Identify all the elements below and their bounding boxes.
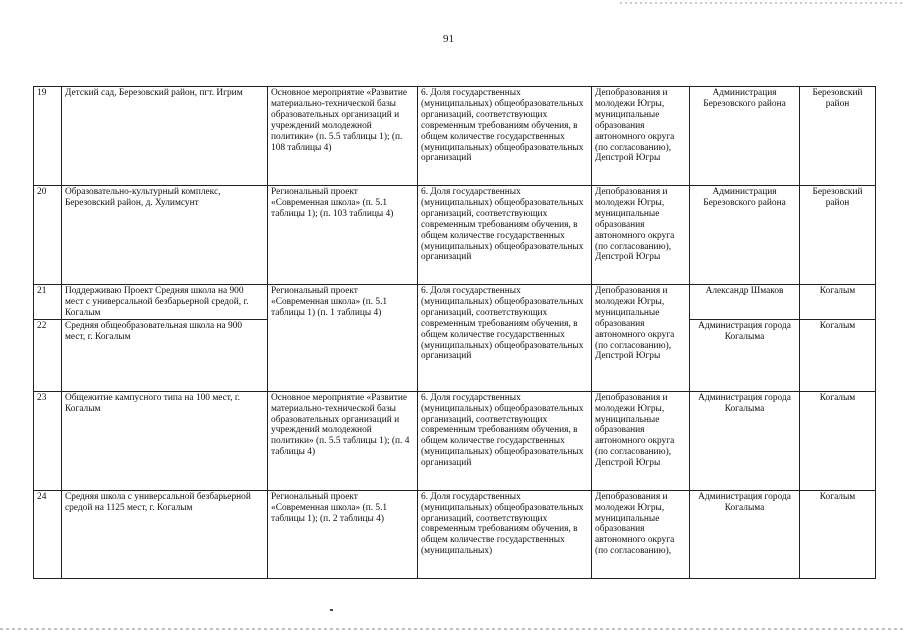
measure-cell: Основное мероприятие «Развитие материально-технической базы образовательных организаций и учреждений молодежной политики» (п. 5.5 таблицы 1); (п. 108 таблицы 4): [268, 87, 418, 186]
page-number: 91: [443, 33, 454, 45]
table-row: [34, 186, 876, 285]
customer-cell: Администрация Березовского района: [690, 186, 800, 285]
object-cell: Поддерживаю Проект Средняя школа на 900 мест с универсальной безбарьерной средой, г. Когалым: [62, 285, 268, 320]
indicator-cell: 6. Доля государственных (муниципальных) общеобразовательных организаций, соответствующих современным требованиям обучения, в общем количестве государственных (муниципальных) общеобразовательных организаций: [418, 87, 592, 186]
customer-cell: Александр Шмаков: [690, 285, 800, 320]
territory-cell: Березовский район: [800, 186, 876, 285]
territory-cell: Когалым: [800, 285, 876, 320]
row-number: 24: [34, 490, 62, 578]
measure-cell: Основное мероприятие «Развитие материально-технической базы образовательных организаций и учреждений молодежной политики» (п. 5.5 таблицы 1); (п. 4 таблицы 4): [268, 391, 418, 490]
measure-cell: Региональный проект «Современная школа» (п. 5.1 таблицы 1); (п. 2 таблицы 4): [268, 490, 418, 578]
customer-cell: Администрация города Когалыма: [690, 391, 800, 490]
measure-cell: Региональный проект «Современная школа» (п. 5.1 таблицы 1); (п. 103 таблицы 4): [268, 186, 418, 285]
table-row: [34, 391, 876, 490]
object-cell: Средняя школа с универсальной безбарьерной средой на 1125 мест, г. Когалым: [62, 490, 268, 578]
row-number: 22: [34, 319, 62, 391]
indicator-cell: 6. Доля государственных (муниципальных) общеобразовательных организаций, соответствующих современным требованиям обучения, в общем количестве государственных (муниципальных) общеобразовательных организаций: [418, 285, 592, 392]
objects-table: [33, 86, 876, 579]
table-row: [34, 285, 876, 320]
object-cell: Детский сад, Березовский район, пгт. Игрим: [62, 87, 268, 186]
customer-cell: Администрация города Когалыма: [690, 319, 800, 391]
row-number: 21: [34, 285, 62, 320]
executor-cell: Депобразования и молодежи Югры, муниципальные образования автономного округа (по согласованию), Депстрой Югры: [592, 391, 690, 490]
table-row: [34, 87, 876, 186]
territory-cell: Березовский район: [800, 87, 876, 186]
territory-cell: Когалым: [800, 319, 876, 391]
row-number: 20: [34, 186, 62, 285]
indicator-cell: 6. Доля государственных (муниципальных) общеобразовательных организаций, соответствующих современным требованиям обучения, в общем количестве государственных (муниципальных) общеобразовательных организаций: [418, 391, 592, 490]
measure-cell: Региональный проект «Современная школа» (п. 5.1 таблицы 1) (п. 1 таблицы 4): [268, 285, 418, 392]
object-cell: Образовательно-культурный комплекс, Березовский район, д. Хулимсунт: [62, 186, 268, 285]
scan-artifact-top: [620, 2, 905, 4]
row-number: 19: [34, 87, 62, 186]
executor-cell: Депобразования и молодежи Югры, муниципальные образования автономного округа (по согласованию), Депстрой Югры: [592, 186, 690, 285]
row-number: 23: [34, 391, 62, 490]
territory-cell: Когалым: [800, 490, 876, 578]
customer-cell: Администрация Березовского района: [690, 87, 800, 186]
object-cell: Общежитие кампусного типа на 100 мест, г. Когалым: [62, 391, 268, 490]
executor-cell: Депобразования и молодежи Югры, муниципальные образования автономного округа (по согласованию), Депстрой Югры: [592, 87, 690, 186]
object-cell: Средняя общеобразовательная школа на 900 мест, г. Когалым: [62, 319, 268, 391]
customer-cell: Администрация города Когалыма: [690, 490, 800, 578]
executor-cell: Депобразования и молодежи Югры, муниципальные образования автономного округа (по согласованию), Депстрой Югры: [592, 285, 690, 392]
scan-speck: [330, 609, 333, 611]
executor-cell: Депобразования и молодежи Югры, муниципальные образования автономного округа (по согласованию),: [592, 490, 690, 578]
indicator-cell: 6. Доля государственных (муниципальных) общеобразовательных организаций, соответствующих современным требованиям обучения, в общем количестве государственных (муниципальных) общеобразовательных организаций: [418, 186, 592, 285]
table-row: [34, 490, 876, 578]
indicator-cell: 6. Доля государственных (муниципальных) общеобразовательных организаций, соответствующих современным требованиям обучения, в общем количестве государственных (муниципальных): [418, 490, 592, 578]
scan-artifact-bottom: [0, 628, 905, 630]
territory-cell: Когалым: [800, 391, 876, 490]
